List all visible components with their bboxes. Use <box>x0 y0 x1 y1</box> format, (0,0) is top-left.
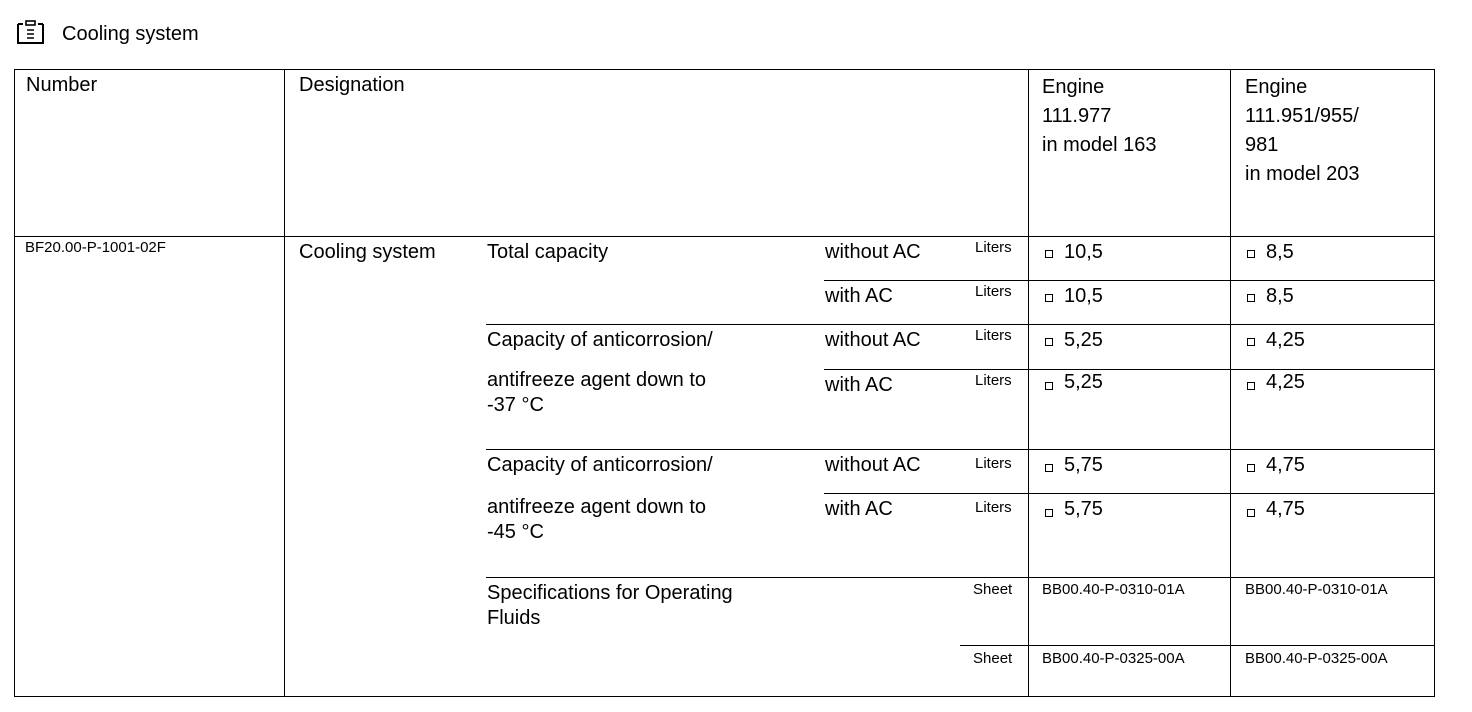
specs-label-line-1: Specifications for Operating <box>487 582 733 604</box>
engine-2-line-2: 111.951/955/ <box>1245 105 1359 127</box>
item-variant: with AC <box>825 498 893 520</box>
item-variant: without AC <box>825 241 921 263</box>
checkbox-icon <box>1247 338 1255 346</box>
checkbox-icon <box>1045 250 1053 258</box>
item-variant: with AC <box>825 374 893 396</box>
group-label: Cooling system <box>299 241 436 263</box>
column-header-engine-2 <box>1245 73 1360 189</box>
checkbox-icon <box>1045 338 1053 346</box>
item-value-engine-1: 10,5 <box>1064 241 1103 263</box>
item-value-engine-1: 5,75 <box>1064 454 1103 476</box>
section-title: Cooling system <box>62 23 199 45</box>
sheet-ref-engine-1[interactable]: BB00.40-P-0310-01A <box>1042 581 1185 598</box>
checkbox-icon <box>1247 509 1255 517</box>
checkbox-icon <box>1045 509 1053 517</box>
engine-2-line-1: Engine <box>1245 76 1308 98</box>
sheet-unit: Sheet <box>973 650 1013 667</box>
column-header-engine-1 <box>1042 73 1157 160</box>
item-value-engine-1: 5,75 <box>1064 498 1103 520</box>
engine-2-line-4: in model 203 <box>1245 163 1360 185</box>
item-value-engine-2: 8,5 <box>1266 241 1294 263</box>
item-value-engine-2: 4,75 <box>1266 454 1305 476</box>
item-label: Total capacity <box>487 241 609 263</box>
item-label: Capacity of anticorrosion/ <box>487 329 713 351</box>
item-unit: Liters <box>975 327 1012 344</box>
item-unit: Liters <box>975 283 1012 300</box>
item-unit: Liters <box>975 372 1012 389</box>
document-number: BF20.00-P-1001-02F <box>25 239 166 256</box>
item-variant: without AC <box>825 329 921 351</box>
item-value-engine-1: 5,25 <box>1064 329 1103 351</box>
item-unit: Liters <box>975 239 1012 256</box>
item-value-engine-2: 4,25 <box>1266 371 1305 393</box>
coolant-reservoir-icon <box>16 19 46 47</box>
item-label <box>487 368 706 418</box>
item-label-line-2: -37 °C <box>487 394 544 416</box>
item-variant: without AC <box>825 454 921 476</box>
item-unit: Liters <box>975 499 1012 516</box>
checkbox-icon <box>1247 382 1255 390</box>
item-label-line-1: antifreeze agent down to <box>487 496 707 518</box>
engine-1-line-2: 111.977 <box>1042 105 1112 127</box>
item-label <box>487 495 706 545</box>
checkbox-icon <box>1045 464 1053 472</box>
sheet-ref-engine-2[interactable]: BB00.40-P-0310-01A <box>1245 581 1388 598</box>
item-label-line-2: -45 °C <box>487 521 544 543</box>
sheet-ref-engine-2[interactable]: BB00.40-P-0325-00A <box>1245 650 1388 667</box>
item-label: Capacity of anticorrosion/ <box>487 454 713 476</box>
engine-2-line-3: 981 <box>1245 134 1279 156</box>
sheet-ref-engine-1[interactable]: BB00.40-P-0325-00A <box>1042 650 1185 667</box>
item-value-engine-2: 4,75 <box>1266 498 1305 520</box>
checkbox-icon <box>1247 250 1255 258</box>
column-header-number: Number <box>26 74 98 96</box>
item-variant: with AC <box>825 285 893 307</box>
checkbox-icon <box>1045 294 1053 302</box>
item-value-engine-2: 4,25 <box>1266 329 1305 351</box>
sheet-unit: Sheet <box>973 581 1013 598</box>
checkbox-icon <box>1247 294 1255 302</box>
engine-1-line-3: in model 163 <box>1042 134 1157 156</box>
item-value-engine-2: 8,5 <box>1266 285 1294 307</box>
item-value-engine-1: 5,25 <box>1064 371 1103 393</box>
specs-label <box>487 581 733 631</box>
item-label-line-1: antifreeze agent down to <box>487 369 707 391</box>
engine-1-line-1: Engine <box>1042 76 1105 98</box>
item-unit: Liters <box>975 455 1012 472</box>
checkbox-icon <box>1247 464 1255 472</box>
item-value-engine-1: 10,5 <box>1064 285 1103 307</box>
specs-label-line-2: Fluids <box>487 607 541 629</box>
checkbox-icon <box>1045 382 1053 390</box>
column-header-designation: Designation <box>299 74 405 96</box>
